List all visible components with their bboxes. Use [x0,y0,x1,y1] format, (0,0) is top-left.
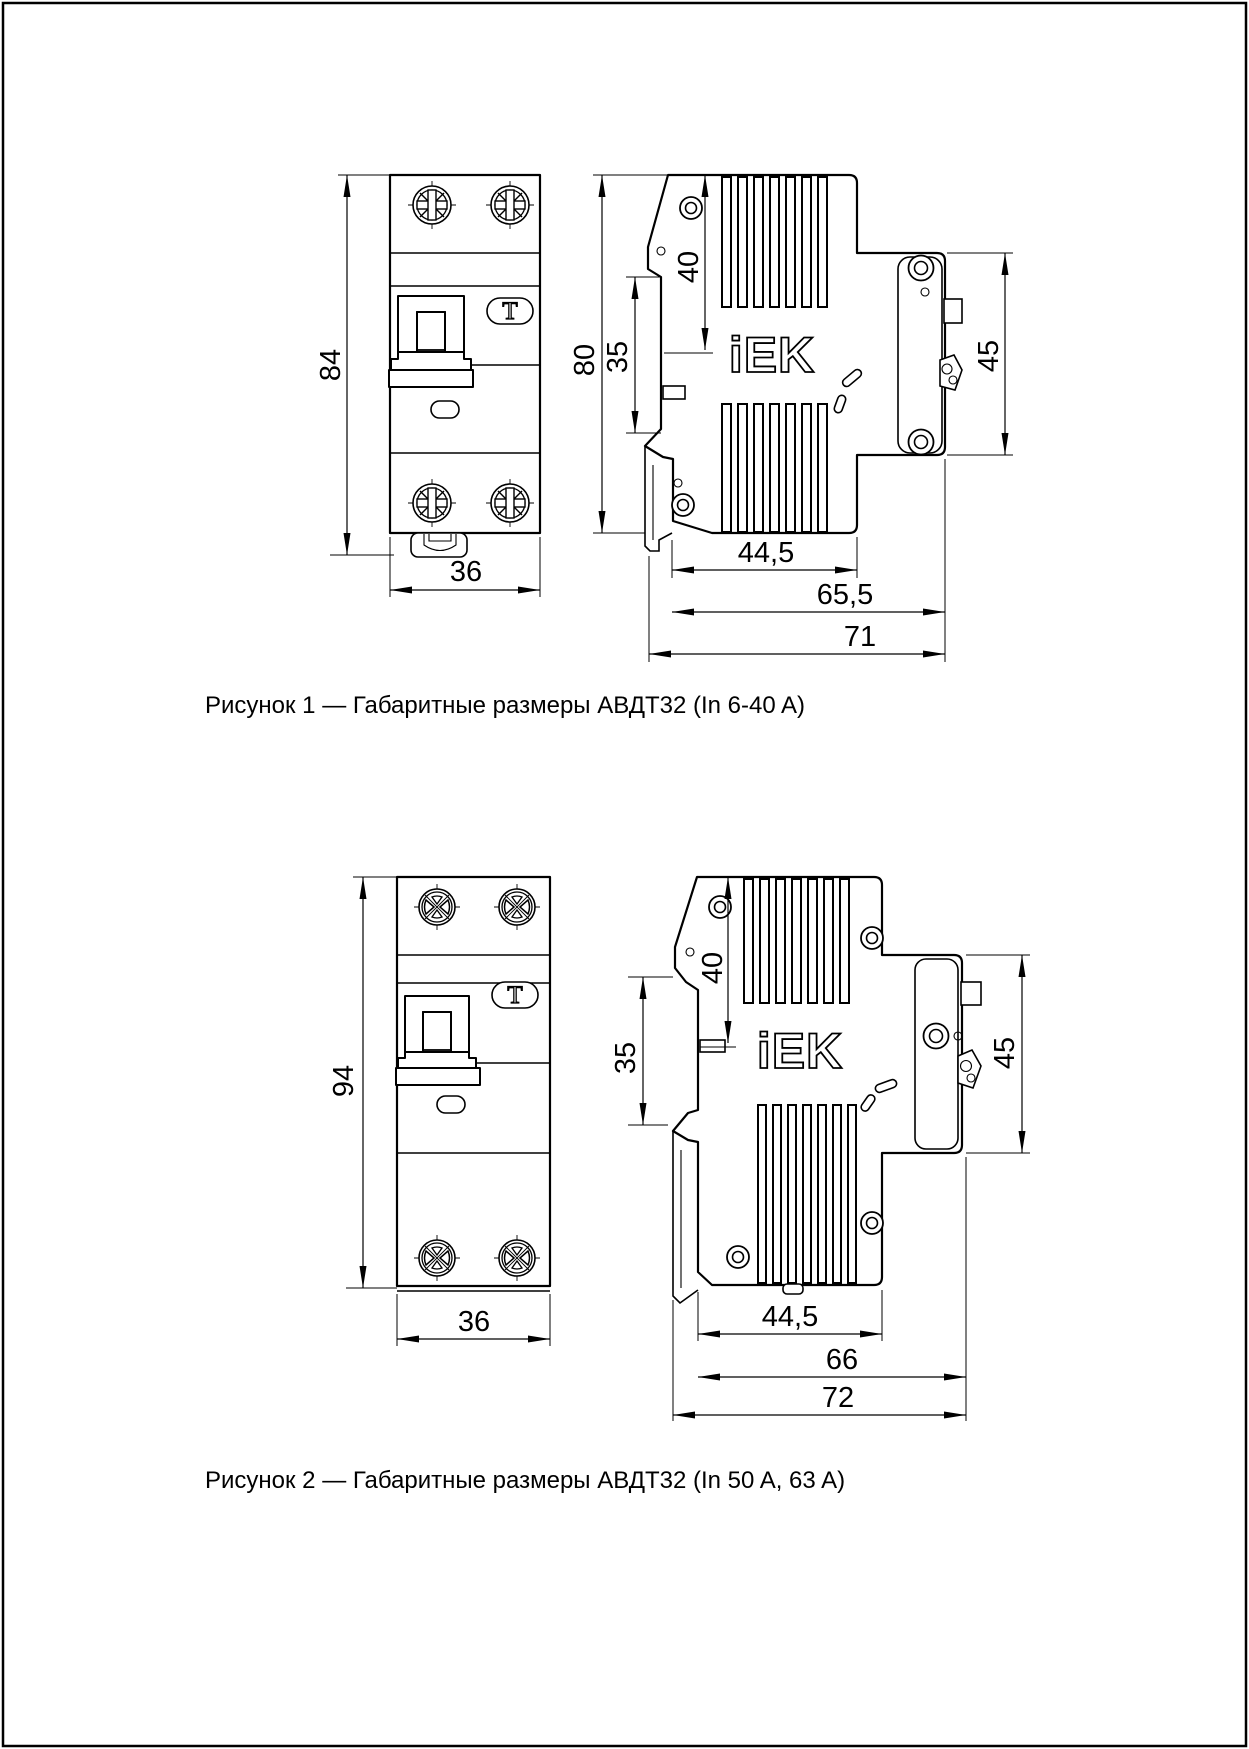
ventilation-slots [744,879,856,1283]
toggle-lever [396,996,480,1085]
rail-catch-tab [663,386,685,399]
dim-label: 40 [697,951,729,985]
dim-label: 66 [825,1344,859,1376]
terminal-screw-icon [486,181,534,229]
dim-label: 35 [610,1041,642,1075]
dim-label: 80 [569,343,601,377]
lever-tip [961,982,981,1005]
test-button [492,982,538,1009]
rivet-icon [861,927,883,949]
figure2-caption: Рисунок 2 — Габаритные размеры АВДТ32 (In 50 A, 63 A) [205,1467,846,1494]
terminal-screw-icon [414,1235,460,1281]
figure2 [205,877,1030,1494]
dim-label: 40 [673,250,705,284]
brand-logo: iEK [756,1023,844,1079]
rail-catch-tab [700,1040,725,1052]
brand-logo: iEK [728,327,816,383]
dim-label: 36 [457,1306,491,1338]
lever-tip [944,299,962,323]
indicator-window [437,1096,465,1113]
din-rail-foot [673,1131,698,1303]
din-rail-foot [645,447,672,551]
dim-depth-body [672,537,857,578]
rivet-icon [672,494,694,516]
indicator-window [431,401,459,418]
figure1-side-view [645,175,962,551]
dim-rail-width [602,277,661,433]
bottom-tab [783,1284,803,1294]
test-button-label: T [507,982,523,1009]
figure1-front-view [389,175,540,557]
decor-arcs [833,368,863,414]
dim-depth-total [649,556,945,662]
din-clip [411,533,467,557]
dim-label: 35 [602,340,634,374]
dim-front-height [328,877,397,1288]
dim-front-height [315,175,394,555]
dim-label: 94 [328,1064,360,1098]
test-button-label: T [502,298,518,325]
dim-front-width [397,1294,550,1346]
dim-label: 44,5 [737,537,795,569]
dim-latch-height [947,253,1013,455]
terminal-screw-icon [494,1235,540,1281]
terminal-screw-icon [408,181,456,229]
rivet-icon [680,197,702,219]
dim-label: 84 [315,348,347,382]
dim-label: 45 [973,339,1005,373]
dim-label: 65,5 [816,579,874,611]
dim-depth-total [673,1300,966,1421]
terminal-screw-icon [408,479,456,527]
rivet-icon [727,1246,749,1268]
dim-depth-body [698,1290,882,1341]
figure2-side-view [673,877,981,1303]
figure1-caption: Рисунок 1 — Габаритные размеры АВДТ32 (In 6-40 A) [205,692,806,719]
rivet-icon [861,1212,883,1234]
decor-arcs [860,1078,898,1112]
terminal-screw-icon [494,884,540,930]
mounting-pad [915,959,962,1149]
terminal-screw-icon [486,479,534,527]
latch-catch [940,355,962,390]
test-button [487,298,533,325]
mounting-pad [898,256,942,455]
figure2-front-view [396,877,550,1291]
figure1 [205,175,1013,719]
dim-label: 44,5 [761,1301,819,1333]
dim-label: 36 [449,556,483,588]
latch-catch [958,1050,981,1088]
dim-label: 45 [989,1036,1021,1070]
dim-rail-width [610,977,673,1125]
dim-label: 72 [821,1382,855,1414]
terminal-screw-icon [414,884,460,930]
toggle-lever [389,296,473,387]
dim-label: 71 [843,621,877,653]
